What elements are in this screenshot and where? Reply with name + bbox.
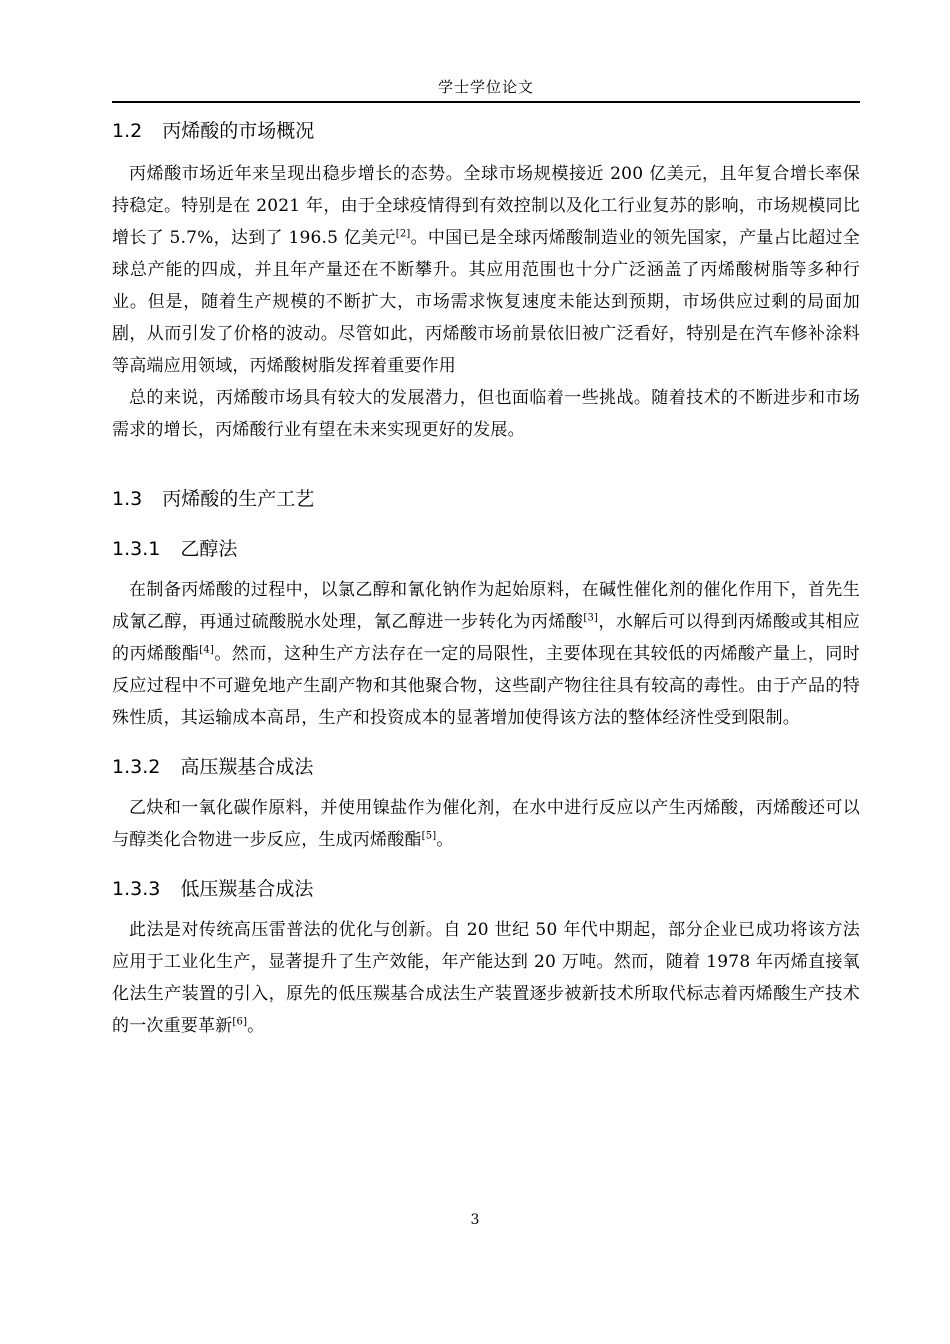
header-rule	[112, 101, 860, 103]
running-header: 学士学位论文	[437, 78, 534, 96]
section-number: 1.3.3	[112, 878, 161, 900]
text-run: 。然而，这种生产方法存在一定的局限性，主要体现在其较低的丙烯酸产量上，同时反应过程中不可避免地产生副产物和其他聚合物，这些副产物往往具有较高的毒性。由于产品的特殊性质，其运输成本高昂，生产和投资成本的显著增加使得该方法的整体经济性受到限制。	[112, 644, 860, 728]
paragraph-low-pressure	[112, 914, 860, 1042]
text-run: 。中国已是全球丙烯酸制造业的领先国家，产量占比超过全球总产能的四成，并且年产量还在不断攀升。其应用范围也十分广泛涵盖了丙烯酸树脂等多种行业。但是，随着生产规模的不断扩大，市场需求恢复速度未能达到预期，市场供应过剩的局面加剧，从而引发了价格的波动。尽管如此，丙烯酸市场前景依旧被广泛看好，特别是在汽车修补涂料等高端应用领域，丙烯酸树脂发挥着重要作用	[112, 228, 860, 376]
subsection-heading-1-3-2	[112, 752, 860, 782]
text-run: 此法是对传统高压雷普法的优化与创新。自 20 世纪 50 年代中期起，部分企业已成功将该方法应用于工业化生产，显著提升了生产效能，年产能达到 20 万吨。然而，随着 1978 年丙烯直接氧化法生产装置的引入，原先的低压羰基合成法生产装置逐步被新技术所取代标志着丙烯酸生产技术的一次重要革新	[112, 920, 860, 1036]
citation: [3]	[583, 612, 599, 624]
section-number: 1.3.1	[112, 538, 161, 560]
citation: [5]	[421, 830, 437, 842]
section-title: 高压羰基合成法	[180, 756, 314, 778]
paragraph-market-1	[112, 158, 860, 382]
text-run: 。	[436, 830, 454, 850]
text-run: 乙炔和一氧化碳作原料，并使用镍盐作为催化剂，在水中进行反应以产生丙烯酸，丙烯酸还可以与醇类化合物进一步反应，生成丙烯酸酯	[112, 798, 860, 850]
text-run: 在制备丙烯酸的过程中，以氯乙醇和氰化钠作为起始原料，在碱性催化剂的催化作用下，首先生成氰乙醇，再通过硫酸脱水处理，氰乙醇进一步转化为丙烯酸	[112, 580, 860, 632]
citation: [4]	[199, 644, 215, 656]
section-heading-1-2	[112, 116, 860, 146]
subsection-heading-1-3-1	[112, 534, 860, 564]
text-run: ，水解后可以得到丙烯酸或其相应的丙烯酸酯	[112, 612, 861, 664]
paragraph-ethanol-method	[112, 574, 860, 734]
page-content	[112, 116, 860, 1042]
section-number: 1.3.2	[112, 756, 161, 778]
paragraph-high-pressure	[112, 792, 860, 856]
section-number: 1.3	[112, 488, 143, 510]
section-title: 乙醇法	[180, 538, 238, 560]
section-heading-1-3	[112, 484, 860, 514]
citation: [6]	[232, 1016, 248, 1028]
section-title: 丙烯酸的生产工艺	[162, 488, 315, 510]
subsection-heading-1-3-3	[112, 874, 860, 904]
paragraph-market-2: 总的来说，丙烯酸市场具有较大的发展潜力，但也面临着一些挑战。随着技术的不断进步和市场需求的增长，丙烯酸行业有望在未来实现更好的发展。	[112, 388, 860, 440]
section-title: 丙烯酸的市场概况	[162, 120, 315, 142]
citation: [2]	[395, 228, 411, 240]
section-number: 1.2	[112, 120, 143, 142]
page-number: 3	[470, 1212, 480, 1228]
text-run: 丙烯酸市场近年来呈现出稳步增长的态势。全球市场规模接近 200 亿美元，且年复合增长率保持稳定。特别是在 2021 年，由于全球疫情得到有效控制以及化工行业复苏的影响，市场规模同比增长了 5.7%，达到了 196.5 亿美元	[112, 164, 860, 248]
text-run: 。	[247, 1016, 265, 1036]
section-title: 低压羰基合成法	[180, 878, 314, 900]
